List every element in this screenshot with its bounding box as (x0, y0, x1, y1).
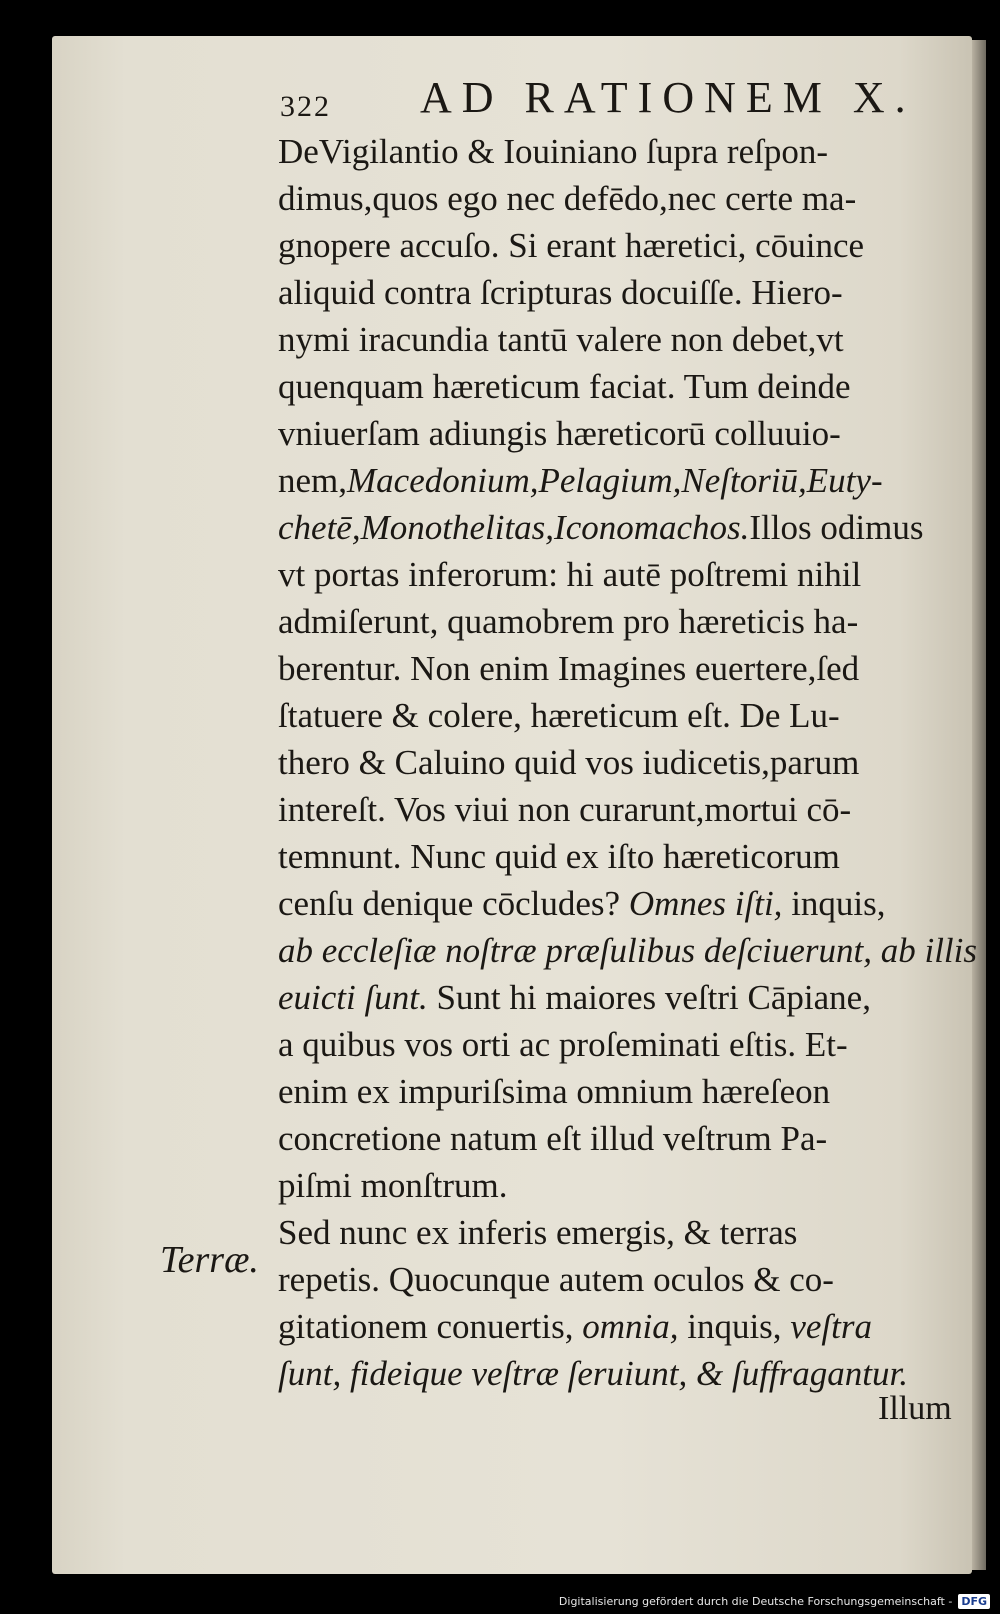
text-line (278, 128, 958, 175)
text-line (278, 1162, 958, 1209)
text-line (278, 175, 958, 222)
page-number: 322 (280, 90, 331, 123)
page-edge (972, 40, 986, 1570)
text-span: repetis. Quocunque autem oculos & co- (278, 1260, 834, 1299)
text-span: Sunt hi maiores veſtri Cāpiane, (427, 978, 871, 1017)
text-span: quenquam hæreticum faciat. Tum deinde (278, 367, 851, 406)
text-span: gitationem conuertis, (278, 1307, 583, 1346)
text-span: veſtra (790, 1307, 872, 1346)
text-span: nymi iracundia tantū valere non debet,vt (278, 320, 844, 359)
text-line (278, 457, 958, 504)
running-head: AD RATIONEM X. (420, 73, 916, 122)
text-line (278, 645, 958, 692)
text-line (278, 316, 958, 363)
text-line (278, 880, 958, 927)
text-line (278, 1256, 958, 1303)
text-line (278, 551, 958, 598)
text-line (278, 927, 977, 974)
text-line (278, 598, 958, 645)
text-span: a quibus vos orti ac proſeminati eſtis. Et- (278, 1025, 848, 1064)
text-line (278, 363, 958, 410)
text-line (278, 833, 958, 880)
text-line (278, 1350, 958, 1397)
text-span: Illos odimus (749, 508, 924, 547)
text-span: inquis, (678, 1307, 791, 1346)
text-span: chetē,Monothelitas,Iconomachos. (278, 508, 750, 547)
catchword: Illum (878, 1390, 952, 1427)
text-span: vniuerſam adiungis hæreticorū colluuio- (278, 414, 841, 453)
text-span: gnopere accuſo. Si erant hæretici, cōuince (278, 226, 865, 265)
margin-note: Terræ. (160, 1239, 259, 1281)
text-line (278, 1068, 958, 1115)
text-span: vt portas inferorum: hi autē poſtremi nihil (278, 555, 862, 594)
text-span: intereſt. Vos viui non curarunt,mortui cō- (278, 790, 852, 829)
text-span: piſmi monſtrum. (278, 1166, 508, 1205)
text-span: dimus,quos ego nec defēdo,nec certe ma- (278, 179, 857, 218)
text-line (278, 504, 958, 551)
text-span: omnia, (582, 1307, 679, 1346)
footer (559, 1590, 990, 1612)
text-span: concretione natum eſt illud veſtrum Pa- (278, 1119, 828, 1158)
text-span: euicti ſunt. (278, 978, 428, 1017)
text-line (278, 269, 958, 316)
text-line (278, 1115, 958, 1162)
text-span: ſunt, fideique veſtræ ſeruiunt, & ſuffragantur. (278, 1354, 908, 1393)
text-line (278, 739, 958, 786)
text-span: cenſu denique cōcludes? (278, 884, 629, 923)
text-span: temnunt. Nunc quid ex iſto hæreticorum (278, 837, 840, 876)
text-line (278, 1303, 958, 1350)
text-line (278, 786, 958, 833)
text-span: ab eccleſiæ noſtræ præſulibus deſciuerunt, ab illis (278, 931, 977, 970)
text-span: thero & Caluino quid vos iudicetis,parum (278, 743, 860, 782)
text-line (278, 974, 958, 1021)
text-span: enim ex impuriſsima omnium hæreſeon (278, 1072, 831, 1111)
text-span: ſtatuere & colere, hæreticum eſt. De Lu- (278, 696, 840, 735)
body-text (278, 128, 977, 1397)
text-span: DeVigilantio & Iouiniano ſupra reſpon- (278, 132, 828, 171)
text-line (278, 410, 958, 457)
text-span: Sed nunc ex inferis emergis, & terras (278, 1213, 798, 1252)
text-line (278, 692, 958, 739)
text-line (278, 1021, 958, 1068)
text-line (278, 222, 958, 269)
text-span: inquis, (782, 884, 886, 923)
text-span: Macedonium,Pelagium,Neſtoriū,Euty- (347, 461, 883, 500)
text-span: admiſerunt, quamobrem pro hæreticis ha- (278, 602, 859, 641)
text-span: berentur. Non enim Imagines euertere,ſed (278, 649, 860, 688)
text-line (278, 1209, 958, 1256)
text-span: nem, (278, 461, 348, 500)
footer-text: Digitalisierung gefördert durch die Deutsche Forschungsgemeinschaft - (558, 1594, 953, 1608)
page-header (280, 72, 920, 132)
text-span: aliquid contra ſcripturas docuiſſe. Hiero- (278, 273, 843, 312)
text-span: Omnes iſti, (628, 884, 783, 923)
dfg-logo-icon: DFG (958, 1594, 990, 1609)
